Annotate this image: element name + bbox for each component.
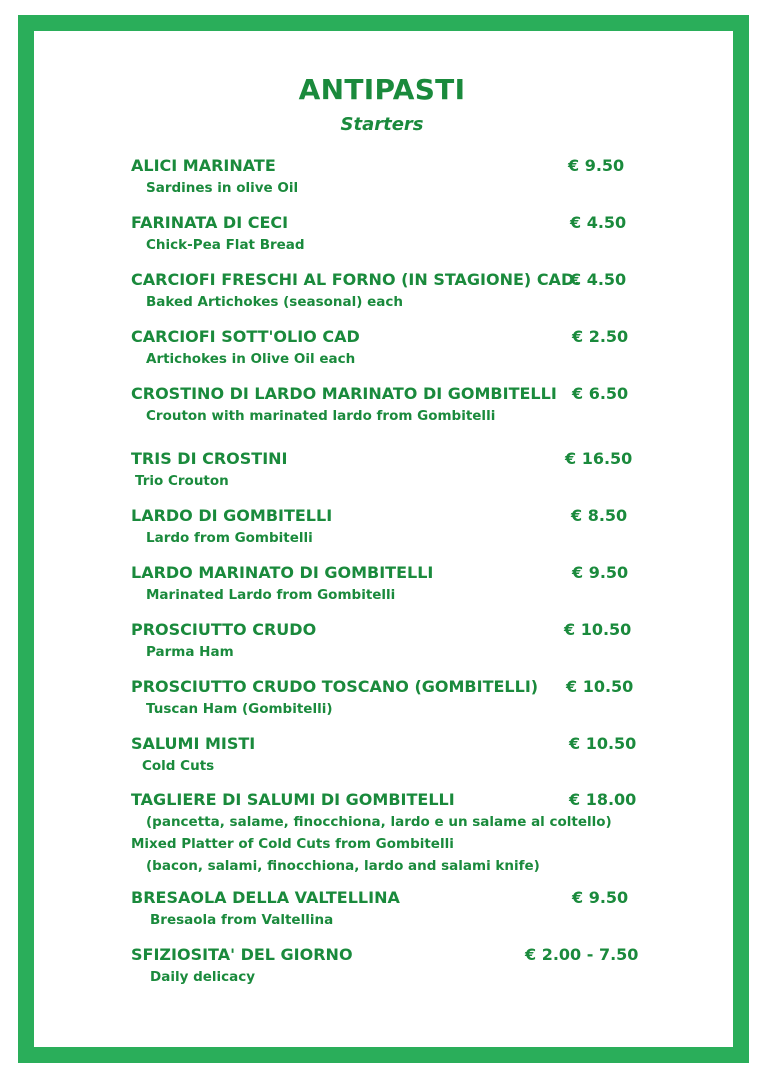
menu-item-name: PROSCIUTTO CRUDO TOSCANO (GOMBITELLI): [131, 677, 539, 696]
menu-item-description: Baked Artichokes (seasonal) each: [146, 294, 403, 310]
menu-item-price: € 10.50: [566, 677, 634, 696]
menu-item-description: Marinated Lardo from Gombitelli: [146, 587, 396, 603]
menu-item-name: LARDO MARINATO DI GOMBITELLI: [131, 563, 434, 582]
menu-item-name: BRESAOLA DELLA VALTELLINA: [131, 888, 400, 907]
menu-item-description: Cold Cuts: [142, 758, 215, 774]
menu-item-description: Crouton with marinated lardo from Gombitelli: [146, 408, 496, 424]
menu-item-description: Sardines in olive Oil: [146, 180, 299, 196]
menu-item-price: € 2.50: [572, 327, 629, 346]
menu-item-description: Chick-Pea Flat Bread: [146, 237, 305, 253]
menu-item-name: TAGLIERE DI SALUMI DI GOMBITELLI: [131, 790, 455, 809]
menu-item-description: Tuscan Ham (Gombitelli): [146, 701, 333, 717]
menu-item-price: € 9.50: [572, 563, 629, 582]
menu-item-name: ALICI MARINATE: [131, 156, 276, 175]
menu-item-price: € 6.50: [572, 384, 629, 403]
menu-item-price: € 16.50: [565, 449, 633, 468]
menu-item-name: TRIS DI CROSTINI: [131, 449, 288, 468]
menu-item-price: € 9.50: [568, 156, 625, 175]
menu-item-name: SALUMI MISTI: [131, 734, 256, 753]
menu-item-price: € 10.50: [569, 734, 637, 753]
menu-item-name: CARCIOFI SOTT'OLIO CAD: [131, 327, 360, 346]
menu-item-name: CROSTINO DI LARDO MARINATO DI GOMBITELLI: [131, 384, 557, 403]
menu-item-description: (bacon, salami, finocchiona, lardo and salami knife): [146, 858, 540, 874]
menu-item-name: SFIZIOSITA' DEL GIORNO: [131, 945, 353, 964]
menu-item-description: Mixed Platter of Cold Cuts from Gombitelli: [131, 836, 454, 852]
page-title: ANTIPASTI: [298, 73, 466, 106]
menu-item-price: € 8.50: [571, 506, 628, 525]
menu-item-name: LARDO DI GOMBITELLI: [131, 506, 333, 525]
menu-item-description: Parma Ham: [146, 644, 234, 660]
page-subtitle: Starters: [340, 114, 424, 135]
menu-item-description: Bresaola from Valtellina: [150, 912, 334, 928]
menu-item-description: Daily delicacy: [150, 969, 256, 985]
menu-item-name: CARCIOFI FRESCHI AL FORNO (IN STAGIONE) CAD.: [131, 270, 581, 289]
menu-item-price: € 10.50: [564, 620, 632, 639]
menu-item-description: Lardo from Gombitelli: [146, 530, 313, 546]
menu-item-price: € 4.50: [570, 270, 627, 289]
menu-item-price: € 18.00: [569, 790, 637, 809]
menu-item-price: € 9.50: [572, 888, 629, 907]
menu-item-price: € 4.50: [570, 213, 627, 232]
menu-item-description: Artichokes in Olive Oil each: [146, 351, 356, 367]
menu-item-name: PROSCIUTTO CRUDO: [131, 620, 317, 639]
menu-item-description: (pancetta, salame, finocchiona, lardo e un salame al coltello): [146, 814, 612, 830]
menu-item-description: Trio Crouton: [135, 473, 229, 489]
menu-item-name: FARINATA DI CECI: [131, 213, 289, 232]
menu-item-price: € 2.00 - 7.50: [525, 945, 639, 964]
